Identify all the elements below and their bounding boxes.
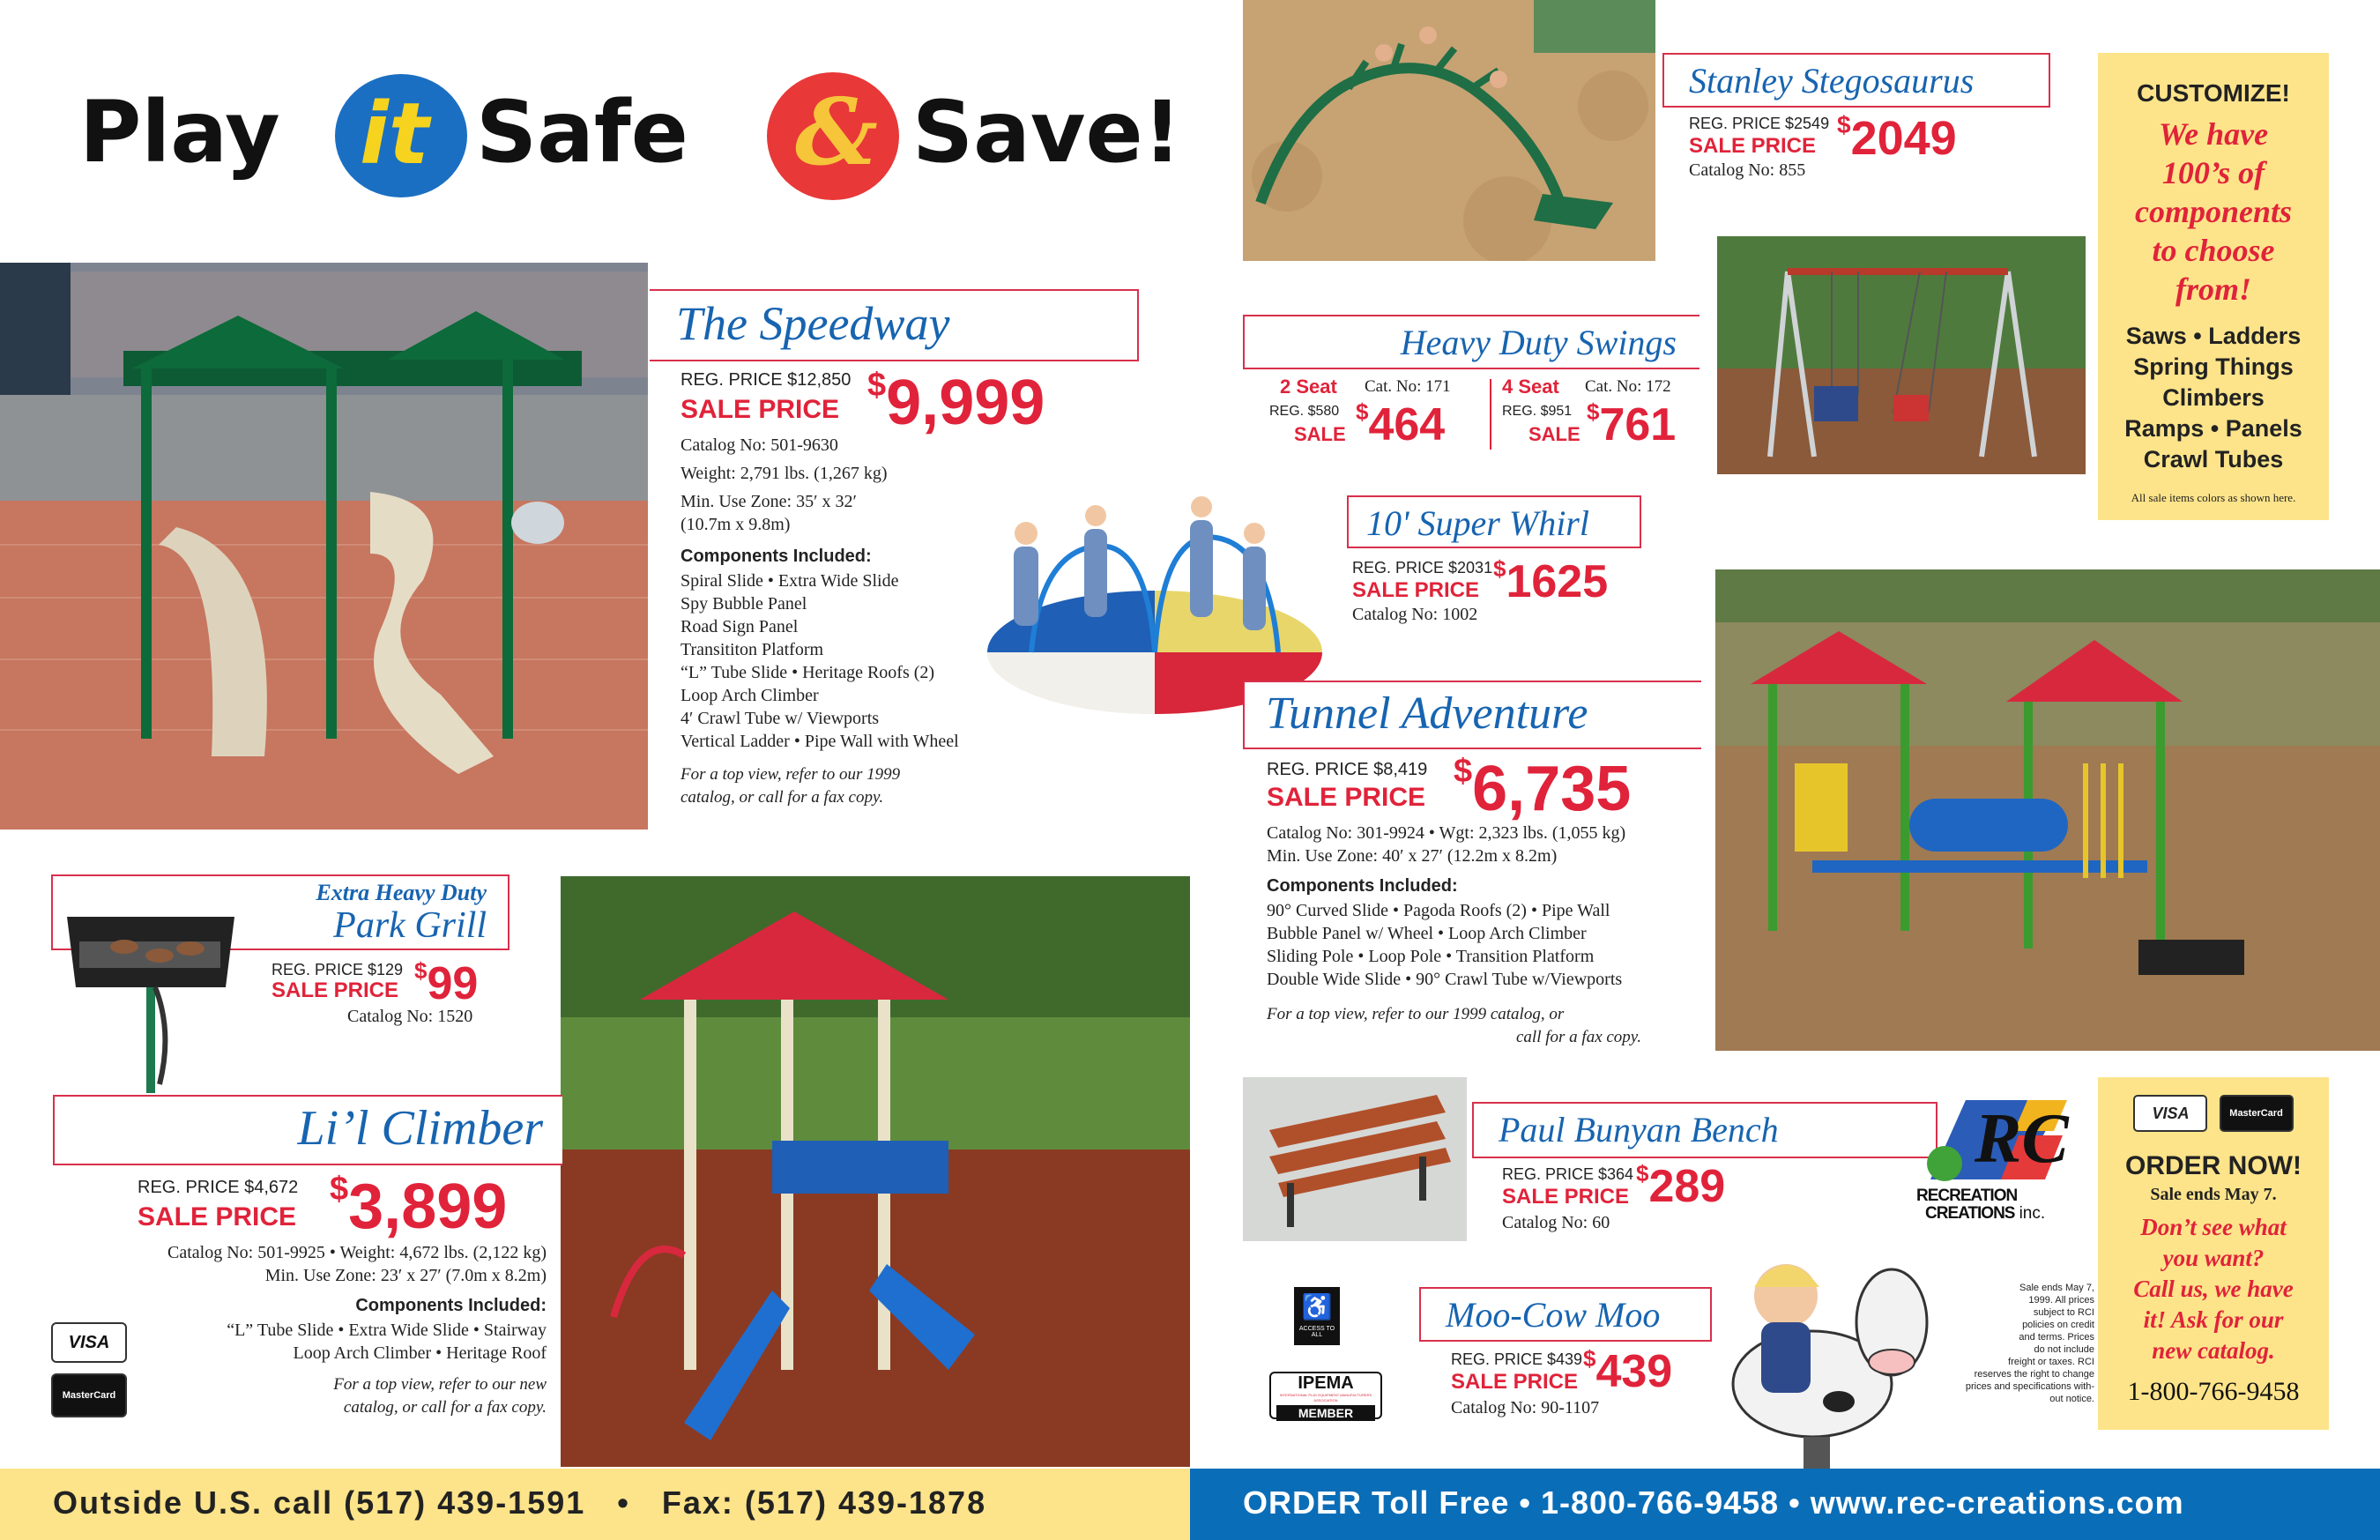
customize-line: to choose	[2152, 233, 2275, 268]
speedway-component: Loop Arch Climber	[681, 686, 819, 705]
fineprint-line: do not include	[2034, 1344, 2094, 1355]
swings-2-seat-cat: Cat. No: 171	[1365, 377, 1451, 396]
moo-price-value: 439	[1595, 1346, 1673, 1397]
speedway-catalog: Catalog No: 501-9630	[681, 435, 838, 455]
bench-reg-price: REG. PRICE $364	[1502, 1165, 1634, 1183]
climber-photo	[561, 876, 1190, 1467]
bench-photo	[1243, 1077, 1467, 1241]
customize-items	[2098, 321, 2329, 475]
grill-illustration	[49, 890, 252, 1093]
swings-4-seat-price-value: 761	[1599, 399, 1677, 450]
moo-info	[1451, 1345, 1733, 1421]
speedway-components-head: Components Included:	[681, 547, 872, 566]
customize-pitch	[2098, 115, 2329, 309]
speedway-illustration	[0, 263, 648, 830]
moo-title-box	[1419, 1287, 1712, 1342]
footer-right	[1190, 1469, 2380, 1540]
rci-logo-mark	[1913, 1082, 2098, 1188]
swings-2-seat-reg: REG. $580	[1269, 404, 1340, 419]
whirl-catalog: Catalog No: 1002	[1352, 605, 1478, 624]
tunnel-component: Bubble Panel w/ Wheel • Loop Arch Climber	[1267, 924, 1587, 943]
stegosaurus-title: Stanley Stegosaurus	[1689, 61, 1975, 100]
bench-catalog: Catalog No: 60	[1502, 1213, 1610, 1232]
access-text: ACCESS TO ALL	[1298, 1326, 1335, 1338]
tunnel-title-box	[1243, 681, 1701, 749]
access-icon: ♿	[1301, 1293, 1333, 1321]
stegosaurus-price-value: 2049	[1850, 112, 1957, 165]
moo-reg-price: REG. PRICE $439	[1451, 1350, 1583, 1368]
speedway-component: “L” Tube Slide • Heritage Roofs (2)	[681, 663, 935, 682]
tunnel-reg-price: REG. PRICE $8,419	[1267, 760, 1428, 779]
swings-illustration	[1717, 236, 2086, 474]
customize-line: components	[2134, 194, 2292, 229]
fineprint-line: subject to RCI	[2033, 1307, 2094, 1318]
order-pitch-line: Don’t see what	[2140, 1214, 2287, 1240]
order-pitch-line: new catalog.	[2152, 1337, 2275, 1364]
headline-it: it	[360, 85, 429, 183]
order-panel	[2098, 1077, 2329, 1430]
grill-sale-label: SALE PRICE	[271, 978, 399, 1002]
swings-4-seat-dollar: $	[1587, 398, 1600, 425]
climber-price-value: 3,899	[348, 1172, 508, 1242]
swings-info	[1261, 376, 1701, 455]
speedway-title: The Speedway	[676, 297, 950, 350]
order-pitch-line: Call us, we have	[2133, 1276, 2294, 1302]
customize-line: from!	[2175, 272, 2251, 307]
fineprint-line: reserves the right to change	[1974, 1369, 2094, 1380]
speedway-note-2: catalog, or call for a fax copy.	[681, 788, 884, 807]
speedway-component: 4′ Crawl Tube w/ Viewports	[681, 709, 880, 728]
grill-price-value: 99	[427, 958, 479, 1009]
order-ends: Sale ends May 7.	[2150, 1185, 2277, 1204]
whirl-sale-label: SALE PRICE	[1352, 578, 1480, 602]
tunnel-note-2: call for a fax copy.	[1516, 1028, 1641, 1046]
customize-item: Spring Things	[2133, 353, 2294, 380]
whirl-info	[1352, 555, 1670, 629]
climber-component: “L” Tube Slide • Extra Wide Slide • Stairway	[227, 1321, 547, 1340]
speedway-zone: Min. Use Zone: 35′ x 32′	[681, 492, 857, 511]
headline	[79, 72, 1182, 205]
moo-catalog: Catalog No: 90-1107	[1451, 1398, 1600, 1417]
swings-2-seat-dollar: $	[1356, 398, 1369, 425]
tunnel-component: 90° Curved Slide • Pagoda Roofs (2) • Pipe Wall	[1267, 901, 1610, 920]
swings-title: Heavy Duty Swings	[1400, 323, 1677, 362]
access-badge	[1294, 1287, 1340, 1345]
order-visa: VISA	[2133, 1095, 2207, 1132]
climber-price	[330, 1171, 507, 1243]
headline-play: Play	[79, 83, 280, 182]
speedway-price	[867, 367, 1045, 439]
climber-reg-price: REG. PRICE $4,672	[138, 1178, 299, 1197]
customize-line: 100’s of	[2161, 155, 2265, 190]
bench-title: Paul Bunyan Bench	[1499, 1110, 1779, 1149]
climber-component: Loop Arch Climber • Heritage Roof	[293, 1343, 547, 1363]
swings-4-seat-sale: SALE	[1528, 423, 1580, 445]
swings-4-seat	[1502, 376, 1714, 455]
tunnel-components-head: Components Included:	[1267, 876, 1458, 896]
headline-amp: &	[795, 78, 878, 186]
order-head: ORDER NOW!	[2125, 1151, 2302, 1180]
speedway-dollar: $	[867, 367, 887, 404]
rci-name-2: CREATIONS	[1925, 1204, 2015, 1223]
order-phone: 1-800-766-9458	[2127, 1377, 2300, 1406]
stegosaurus-sale-label: SALE PRICE	[1689, 134, 1817, 158]
tunnel-dollar: $	[1454, 753, 1473, 790]
stegosaurus-price	[1837, 111, 1957, 166]
customize-item: Climbers	[2162, 384, 2265, 411]
stegosaurus-reg-price: REG. PRICE $2549	[1689, 115, 1830, 132]
climber-visa-card	[51, 1322, 127, 1363]
whirl-title-box	[1347, 495, 1641, 548]
tunnel-note-1: For a top view, refer to our 1999 catalog, or	[1267, 1005, 1565, 1023]
footer-left	[0, 1469, 1190, 1540]
fineprint-line: prices and specifications with-	[1965, 1381, 2094, 1392]
fineprint	[1913, 1282, 2094, 1405]
bench-price	[1636, 1160, 1725, 1213]
swings-4-seat-reg: REG. $951	[1502, 404, 1573, 419]
customize-item: Crawl Tubes	[2143, 446, 2284, 472]
moo-title: Moo-Cow Moo	[1446, 1295, 1661, 1335]
tunnel-info	[1267, 753, 1707, 1046]
stegosaurus-photo	[1243, 0, 1655, 261]
order-pitch-line: you want?	[2162, 1245, 2265, 1271]
swings-2-seat-price-value: 464	[1368, 399, 1446, 450]
speedway-component: Road Sign Panel	[681, 617, 799, 636]
fineprint-line: and terms. Prices	[2019, 1332, 2094, 1343]
speedway-component: Vertical Ladder • Pipe Wall with Wheel	[681, 732, 959, 751]
rci-inc: inc.	[2019, 1204, 2046, 1223]
grill-catalog: Catalog No: 1520	[347, 1007, 473, 1026]
swings-4-seat-label: 4 Seat	[1502, 376, 1559, 398]
climber-title: Li’l Climber	[297, 1101, 543, 1156]
speedway-zone-metric: (10.7m x 9.8m)	[681, 515, 791, 534]
order-cards	[2098, 1095, 2329, 1135]
ipema-member: MEMBER	[1276, 1405, 1375, 1421]
whirl-reg-price: REG. PRICE $2031	[1352, 559, 1493, 577]
ipema-text: IPEMA	[1298, 1373, 1354, 1393]
stegosaurus-title-box	[1662, 53, 2050, 108]
climber-note-2: catalog, or call for a fax copy.	[343, 1398, 547, 1417]
speedway-price-value: 9,999	[886, 368, 1045, 438]
order-mastercard: MasterCard	[2220, 1095, 2294, 1132]
order-pitch-line: it! Ask for our	[2143, 1306, 2284, 1333]
speedway-photo	[0, 263, 648, 830]
moo-price	[1583, 1345, 1672, 1398]
tunnel-component: Sliding Pole • Loop Pole • Transition Platform	[1267, 947, 1595, 966]
grill-reg-price: REG. PRICE $129	[271, 961, 404, 978]
rci-name-1: RECREATION	[1916, 1187, 2018, 1205]
tunnel-price-value: 6,735	[1472, 754, 1632, 824]
speedway-component: Spiral Slide • Extra Wide Slide	[681, 571, 899, 591]
grill-title-small: Extra Heavy Duty	[316, 880, 487, 905]
stegosaurus-catalog: Catalog No: 855	[1689, 160, 1806, 180]
tunnel-photo	[1715, 569, 2380, 1051]
swings-2-seat-label: 2 Seat	[1280, 376, 1337, 398]
swings-2-seat	[1261, 376, 1472, 455]
whirl-price	[1493, 555, 1608, 608]
swings-divider	[1490, 379, 1491, 450]
grill-title: Park Grill	[333, 905, 487, 946]
swings-2-seat-sale: SALE	[1294, 423, 1346, 445]
climber-illustration	[561, 876, 1190, 1467]
tunnel-price	[1454, 753, 1631, 825]
speedway-component: Transititon Platform	[681, 640, 824, 659]
grill-photo	[49, 890, 252, 1093]
swings-2-seat-price	[1356, 398, 1445, 451]
speedway-reg-price: REG. PRICE $12,850	[681, 370, 852, 390]
climber-zone: Min. Use Zone: 23′ x 27′ (7.0m x 8.2m)	[264, 1266, 547, 1285]
speedway-title-box	[650, 289, 1139, 361]
climber-components-head: Components Included:	[355, 1296, 547, 1315]
tunnel-components	[1267, 899, 1622, 991]
grill-price	[414, 957, 478, 1010]
moo-sale-label: SALE PRICE	[1451, 1370, 1579, 1394]
bench-illustration	[1243, 1077, 1467, 1241]
order-pitch	[2098, 1212, 2329, 1366]
speedway-note-1: For a top view, refer to our 1999	[681, 765, 901, 784]
speedway-component: Spy Bubble Panel	[681, 594, 807, 614]
bench-price-value: 289	[1648, 1161, 1726, 1212]
tunnel-component: Double Wide Slide • 90° Crawl Tube w/Viewports	[1267, 970, 1623, 989]
stegosaurus-illustration	[1243, 0, 1655, 261]
fineprint-line: Sale ends May 7,	[2019, 1283, 2094, 1293]
fineprint-line: policies on credit	[2022, 1320, 2094, 1330]
customize-panel	[2098, 53, 2329, 520]
rci-logo-letters: RC	[1975, 1100, 2069, 1178]
bench-title-box	[1472, 1102, 1937, 1158]
moo-dollar: $	[1583, 1345, 1596, 1372]
climber-title-box	[53, 1095, 562, 1165]
tunnel-sale-label: SALE PRICE	[1267, 783, 1426, 812]
customize-item: Ramps • Panels	[2124, 415, 2302, 442]
climber-note-1: For a top view, refer to our new	[333, 1375, 547, 1394]
bench-dollar: $	[1636, 1160, 1649, 1187]
tunnel-illustration	[1715, 569, 2380, 1051]
climber-mastercard-card	[51, 1373, 127, 1417]
ipema-badge	[1269, 1372, 1382, 1419]
customize-item: Saws • Ladders	[2125, 323, 2302, 349]
speedway-components	[681, 569, 959, 753]
climber-sale-label: SALE PRICE	[138, 1202, 297, 1231]
tunnel-title: Tunnel Adventure	[1266, 688, 1588, 739]
swings-4-seat-price	[1587, 398, 1676, 451]
footer-right-text: ORDER Toll Free • 1-800-766-9458 • www.rec-creations.com	[1243, 1484, 2184, 1521]
customize-line: We have	[2158, 116, 2269, 152]
ipema-sub: INTERNATIONAL PLAY EQUIPMENT MANUFACTURERS ASSOCIATION	[1279, 1393, 1372, 1402]
grill-info	[271, 957, 527, 1031]
whirl-title: 10' Super Whirl	[1366, 503, 1589, 543]
climber-visa-text: VISA	[68, 1333, 110, 1352]
climber-dollar: $	[330, 1171, 349, 1208]
tunnel-catalog: Catalog No: 301-9924 • Wgt: 2,323 lbs. (1,055 kg)	[1267, 823, 1626, 843]
headline-safe: Safe	[476, 83, 688, 182]
whirl-dollar: $	[1493, 555, 1506, 582]
swings-4-seat-cat: Cat. No: 172	[1585, 377, 1671, 396]
grill-dollar: $	[414, 957, 428, 984]
climber-info	[53, 1171, 547, 1425]
climber-components	[227, 1319, 547, 1365]
customize-head: CUSTOMIZE!	[2137, 79, 2290, 107]
fineprint-line: freight or taxes. RCI	[2008, 1357, 2094, 1367]
swings-photo	[1717, 236, 2086, 474]
tunnel-zone: Min. Use Zone: 40′ x 27′ (12.2m x 8.2m)	[1267, 846, 1558, 866]
climber-mastercard-text: MasterCard	[62, 1390, 116, 1401]
stegosaurus-info	[1689, 111, 2006, 185]
speedway-weight: Weight: 2,791 lbs. (1,267 kg)	[681, 464, 888, 483]
climber-catalog: Catalog No: 501-9925 • Weight: 4,672 lbs. (2,122 kg)	[167, 1243, 547, 1262]
swings-title-box	[1243, 315, 1699, 369]
headline-save: Save!	[912, 83, 1182, 182]
whirl-price-value: 1625	[1506, 556, 1609, 607]
speedway-sale-label: SALE PRICE	[681, 395, 840, 424]
bench-sale-label: SALE PRICE	[1502, 1185, 1630, 1209]
customize-fineprint: All sale items colors as shown here.	[2131, 491, 2296, 504]
footer-left-text: Outside U.S. call (517) 439-1591 • Fax: (517) 439-1878	[53, 1484, 987, 1521]
stegosaurus-dollar: $	[1837, 111, 1851, 138]
fineprint-line: 1999. All prices	[2028, 1295, 2094, 1306]
fineprint-line: out notice.	[2049, 1394, 2094, 1404]
